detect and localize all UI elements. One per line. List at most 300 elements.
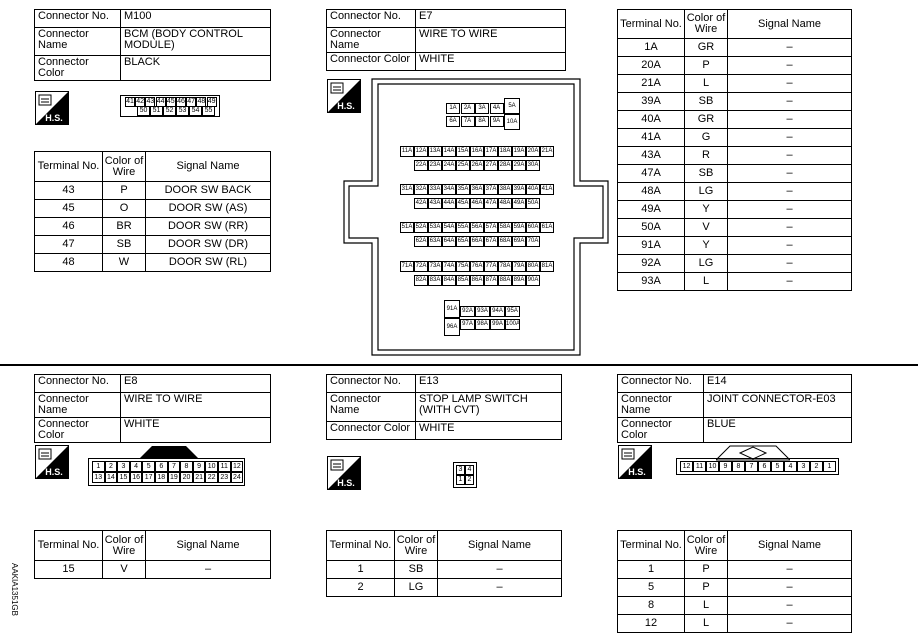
signal-name-header: Signal Name xyxy=(146,152,271,182)
terminal-cell: 1 xyxy=(618,561,685,579)
table-row xyxy=(618,147,852,165)
terminal-pin: 60A xyxy=(526,222,540,233)
signal-name-cell: DOOR SW (RR) xyxy=(146,218,271,236)
terminal-pin: 91A xyxy=(444,300,460,318)
wire-color-cell: LG xyxy=(685,183,728,201)
connector-name-value: JOINT CONNECTOR-E03 xyxy=(704,393,852,418)
terminal-cell: 47A xyxy=(618,165,685,183)
terminal-no-header: Terminal No. xyxy=(618,531,685,561)
connector-no-value: E8 xyxy=(121,375,271,393)
terminal-pin: 28A xyxy=(498,160,512,171)
terminal-pin: 2A xyxy=(461,103,475,114)
connector-name-value: STOP LAMP SWITCH (WITH CVT) xyxy=(416,393,562,422)
terminal-pin: 96A xyxy=(444,318,460,336)
connector-color-label: Connector Color xyxy=(35,56,121,81)
terminal-pin: 3 xyxy=(117,461,130,472)
connector-color-label: Connector Color xyxy=(35,418,121,443)
hs-label: H.S. xyxy=(628,467,646,477)
terminal-pin: 22A xyxy=(414,160,428,171)
terminal-cell: 48A xyxy=(618,183,685,201)
connector-no-label: Connector No. xyxy=(35,375,121,393)
connector-color-label: Connector Color xyxy=(327,53,416,71)
terminal-pin: 67A xyxy=(484,236,498,247)
terminal-pin: 23A xyxy=(428,160,442,171)
table-row xyxy=(618,219,852,237)
terminal-pin: 94A xyxy=(490,306,505,317)
section-divider xyxy=(0,364,918,366)
terminal-pin: 98A xyxy=(475,319,490,330)
terminal-pin: 7 xyxy=(745,461,758,472)
terminal-pin: 39A xyxy=(512,184,526,195)
wire-color-cell: SB xyxy=(103,236,146,254)
terminal-pin: 71A xyxy=(400,261,414,272)
wire-color-cell: P xyxy=(685,57,728,75)
connector-no-value: E14 xyxy=(704,375,852,393)
terminal-pin: 65A xyxy=(456,236,470,247)
terminal-pin: 4 xyxy=(130,461,143,472)
terminal-pin: 72A xyxy=(414,261,428,272)
wire-color-cell: LG xyxy=(685,255,728,273)
terminal-pin: 51A xyxy=(400,222,414,233)
terminal-cell: 8 xyxy=(618,597,685,615)
signal-name-cell: – xyxy=(728,561,852,579)
terminal-pin: 3 xyxy=(797,461,810,472)
terminal-pin: 78A xyxy=(498,261,512,272)
terminal-pin: 68A xyxy=(498,236,512,247)
e13-info-table xyxy=(326,374,562,440)
e8-signal-table xyxy=(34,530,271,579)
terminal-cell: 92A xyxy=(618,255,685,273)
connector-name-label: Connector Name xyxy=(327,393,416,422)
table-row xyxy=(35,182,271,200)
signal-name-cell: – xyxy=(728,147,852,165)
terminal-pin: 64A xyxy=(442,236,456,247)
signal-name-cell: – xyxy=(728,255,852,273)
connector-no-value: E13 xyxy=(416,375,562,393)
terminal-pin: 50A xyxy=(526,198,540,209)
table-row xyxy=(618,165,852,183)
terminal-pin: 8 xyxy=(732,461,745,472)
connector-color-value: WHITE xyxy=(416,53,566,71)
connector-color-label: Connector Color xyxy=(327,422,416,440)
connector-color-value: WHITE xyxy=(121,418,271,443)
wire-color-cell: Y xyxy=(685,201,728,219)
signal-name-cell: – xyxy=(728,129,852,147)
terminal-pin: 27A xyxy=(484,160,498,171)
terminal-pin: 89A xyxy=(512,275,526,286)
wire-color-cell: Y xyxy=(685,237,728,255)
terminal-pin: 13 xyxy=(92,472,105,483)
wire-color-cell: O xyxy=(103,200,146,218)
terminal-pin: 51 xyxy=(150,106,163,116)
terminal-pin: 30A xyxy=(526,160,540,171)
table-row xyxy=(618,129,852,147)
terminal-pin: 83A xyxy=(428,275,442,286)
terminal-pin: 100A xyxy=(505,319,520,330)
terminal-pin: 80A xyxy=(526,261,540,272)
signal-name-cell: – xyxy=(728,201,852,219)
terminal-pin: 69A xyxy=(512,236,526,247)
terminal-pin: 54A xyxy=(442,222,456,233)
terminal-pin: 58A xyxy=(498,222,512,233)
terminal-pin: 38A xyxy=(498,184,512,195)
terminal-pin: 42A xyxy=(414,198,428,209)
terminal-pin: 6 xyxy=(758,461,771,472)
e14-info-table xyxy=(617,374,852,443)
terminal-pin: 32A xyxy=(414,184,428,195)
terminal-pin: 11A xyxy=(400,146,414,157)
signal-name-header: Signal Name xyxy=(728,531,852,561)
connector-no-label: Connector No. xyxy=(35,10,121,28)
table-row xyxy=(618,579,852,597)
terminal-pin: 48 xyxy=(197,98,206,105)
table-row xyxy=(618,273,852,291)
terminal-pin: 5 xyxy=(771,461,784,472)
color-of-wire-header: Color of Wire xyxy=(395,531,438,561)
terminal-pin: 37A xyxy=(484,184,498,195)
signal-name-cell: – xyxy=(728,579,852,597)
terminal-pin: 87A xyxy=(484,275,498,286)
m100-signal-table xyxy=(34,151,271,272)
terminal-pin: 26A xyxy=(470,160,484,171)
terminal-no-header: Terminal No. xyxy=(35,531,103,561)
terminal-pin: 36A xyxy=(470,184,484,195)
table-row xyxy=(35,218,271,236)
terminal-pin: 1A xyxy=(446,103,460,114)
terminal-pin: 18A xyxy=(498,146,512,157)
terminal-pin: 1 xyxy=(456,475,465,485)
signal-name-cell: – xyxy=(728,93,852,111)
table-row xyxy=(35,254,271,272)
terminal-pin: 20 xyxy=(180,472,193,483)
e13-connector-face xyxy=(453,462,477,488)
connector-color-value: BLUE xyxy=(704,418,852,443)
signal-name-cell: DOOR SW BACK xyxy=(146,182,271,200)
terminal-pin: 7A xyxy=(461,116,475,127)
signal-name-cell: – xyxy=(728,183,852,201)
terminal-pin: 13A xyxy=(428,146,442,157)
signal-name-cell: – xyxy=(728,237,852,255)
wire-color-cell: P xyxy=(103,182,146,200)
signal-name-cell: – xyxy=(146,561,271,579)
table-row xyxy=(35,200,271,218)
signal-name-cell: – xyxy=(728,219,852,237)
wire-color-cell: L xyxy=(685,615,728,633)
terminal-pin: 3A xyxy=(475,103,489,114)
wire-color-cell: V xyxy=(103,561,146,579)
terminal-pin: 77A xyxy=(484,261,498,272)
terminal-pin: 93A xyxy=(475,306,490,317)
terminal-pin: 44A xyxy=(442,198,456,209)
terminal-pin: 15 xyxy=(117,472,130,483)
terminal-cell: 1A xyxy=(618,39,685,57)
terminal-pin: 97A xyxy=(460,319,475,330)
terminal-cell: 1 xyxy=(327,561,395,579)
terminal-pin: 17 xyxy=(142,472,155,483)
hs-label: H.S. xyxy=(337,101,355,111)
wire-color-cell: SB xyxy=(685,93,728,111)
terminal-pin: 46 xyxy=(177,98,185,105)
signal-name-cell: – xyxy=(728,273,852,291)
wire-color-cell: W xyxy=(103,254,146,272)
terminal-pin: 1 xyxy=(92,461,105,472)
terminal-cell: 2 xyxy=(327,579,395,597)
harness-side-icon xyxy=(618,445,652,479)
connector-name-label: Connector Name xyxy=(35,28,121,56)
terminal-pin: 15A xyxy=(456,146,470,157)
signal-name-header: Signal Name xyxy=(146,531,271,561)
terminal-cell: 40A xyxy=(618,111,685,129)
terminal-cell: 45 xyxy=(35,200,103,218)
terminal-pin: 81A xyxy=(540,261,554,272)
terminal-pin: 41A xyxy=(540,184,554,195)
terminal-cell: 49A xyxy=(618,201,685,219)
connector-color-value: WHITE xyxy=(416,422,562,440)
terminal-pin: 99A xyxy=(490,319,505,330)
terminal-pin: 6 xyxy=(155,461,168,472)
table-row xyxy=(618,39,852,57)
table-row xyxy=(618,57,852,75)
table-row xyxy=(35,561,271,579)
signal-name-header: Signal Name xyxy=(728,10,852,39)
m100-connector-face xyxy=(120,95,220,117)
terminal-pin: 9A xyxy=(490,116,504,127)
connector-name-value: WIRE TO WIRE xyxy=(416,28,566,53)
terminal-pin: 11 xyxy=(218,461,231,472)
signal-name-cell: – xyxy=(438,561,562,579)
color-of-wire-header: Color of Wire xyxy=(103,152,146,182)
terminal-no-header: Terminal No. xyxy=(327,531,395,561)
connector-name-label: Connector Name xyxy=(618,393,704,418)
terminal-pin: 52A xyxy=(414,222,428,233)
wire-color-cell: L xyxy=(685,75,728,93)
color-of-wire-header: Color of Wire xyxy=(103,531,146,561)
e14-connector-face xyxy=(676,458,839,475)
terminal-cell: 50A xyxy=(618,219,685,237)
terminal-pin: 10A xyxy=(504,114,520,130)
terminal-pin: 47A xyxy=(484,198,498,209)
connector-no-label: Connector No. xyxy=(327,10,416,28)
terminal-pin: 17A xyxy=(484,146,498,157)
terminal-pin: 44 xyxy=(156,98,165,105)
signal-name-cell: – xyxy=(728,597,852,615)
terminal-pin: 2 xyxy=(105,461,118,472)
terminal-pin: 18 xyxy=(155,472,168,483)
terminal-pin: 24 xyxy=(231,472,244,483)
terminal-pin: 25A xyxy=(456,160,470,171)
signal-name-cell: – xyxy=(728,111,852,129)
e8-connector-latch xyxy=(140,445,198,459)
terminal-pin: 7 xyxy=(168,461,181,472)
terminal-pin: 10 xyxy=(205,461,218,472)
signal-name-cell: – xyxy=(728,39,852,57)
connector-no-label: Connector No. xyxy=(327,375,416,393)
terminal-pin: 23 xyxy=(218,472,231,483)
terminal-pin: 9 xyxy=(719,461,732,472)
terminal-cell: 15 xyxy=(35,561,103,579)
terminal-pin: 21A xyxy=(540,146,554,157)
terminal-pin: 14A xyxy=(442,146,456,157)
hs-label: H.S. xyxy=(45,113,63,123)
table-row xyxy=(327,561,562,579)
terminal-no-header: Terminal No. xyxy=(618,10,685,39)
table-row xyxy=(618,237,852,255)
terminal-pin: 2 xyxy=(465,475,474,485)
wire-color-cell: P xyxy=(685,579,728,597)
e8-connector-face xyxy=(88,458,245,486)
connector-color-label: Connector Color xyxy=(618,418,704,443)
terminal-pin: 61A xyxy=(540,222,554,233)
terminal-cell: 20A xyxy=(618,57,685,75)
table-row xyxy=(618,75,852,93)
table-row xyxy=(327,579,562,597)
terminal-pin: 12 xyxy=(680,461,693,472)
terminal-pin: 50 xyxy=(137,106,150,116)
terminal-cell: 39A xyxy=(618,93,685,111)
signal-name-cell: – xyxy=(728,165,852,183)
terminal-pin: 84A xyxy=(442,275,456,286)
terminal-pin: 57A xyxy=(484,222,498,233)
terminal-pin: 55 xyxy=(202,106,215,116)
terminal-pin: 90A xyxy=(526,275,540,286)
connector-name-value: WIRE TO WIRE xyxy=(121,393,271,418)
terminal-pin: 79A xyxy=(512,261,526,272)
signal-name-cell: – xyxy=(728,57,852,75)
wire-color-cell: R xyxy=(685,147,728,165)
terminal-cell: 12 xyxy=(618,615,685,633)
terminal-pin: 19A xyxy=(512,146,526,157)
terminal-pin: 70A xyxy=(526,236,540,247)
signal-name-cell: DOOR SW (AS) xyxy=(146,200,271,218)
terminal-pin: 2 xyxy=(810,461,823,472)
terminal-cell: 43A xyxy=(618,147,685,165)
terminal-pin: 76A xyxy=(470,261,484,272)
terminal-pin: 49 xyxy=(207,98,216,105)
connector-name-value: BCM (BODY CONTROL MODULE) xyxy=(121,28,271,56)
terminal-pin: 31A xyxy=(400,184,414,195)
connector-name-label: Connector Name xyxy=(327,28,416,53)
terminal-pin: 20A xyxy=(526,146,540,157)
wire-color-cell: BR xyxy=(103,218,146,236)
connector-no-value: E7 xyxy=(416,10,566,28)
terminal-pin: 59A xyxy=(512,222,526,233)
signal-name-cell: DOOR SW (RL) xyxy=(146,254,271,272)
connector-no-value: M100 xyxy=(121,10,271,28)
terminal-pin: 8 xyxy=(180,461,193,472)
terminal-cell: 43 xyxy=(35,182,103,200)
terminal-pin: 16A xyxy=(470,146,484,157)
terminal-pin: 82A xyxy=(414,275,428,286)
table-row xyxy=(618,93,852,111)
terminal-pin: 55A xyxy=(456,222,470,233)
terminal-pin: 56A xyxy=(470,222,484,233)
wire-color-cell: SB xyxy=(685,165,728,183)
table-row xyxy=(618,183,852,201)
signal-name-cell: – xyxy=(728,75,852,93)
color-of-wire-header: Color of Wire xyxy=(685,10,728,39)
color-of-wire-header: Color of Wire xyxy=(685,531,728,561)
hs-label: H.S. xyxy=(337,478,355,488)
terminal-pin: 12 xyxy=(231,461,244,472)
terminal-pin: 49A xyxy=(512,198,526,209)
wire-color-cell: L xyxy=(685,273,728,291)
signal-name-cell: – xyxy=(728,615,852,633)
terminal-pin: 6A xyxy=(446,116,460,127)
terminal-pin: 95A xyxy=(505,306,520,317)
terminal-pin: 1 xyxy=(823,461,836,472)
terminal-pin: 3 xyxy=(456,465,465,475)
wire-color-cell: V xyxy=(685,219,728,237)
connector-no-label: Connector No. xyxy=(618,375,704,393)
terminal-pin: 40A xyxy=(526,184,540,195)
terminal-pin: 5 xyxy=(142,461,155,472)
terminal-pin: 62A xyxy=(414,236,428,247)
terminal-pin: 16 xyxy=(130,472,143,483)
table-row xyxy=(618,255,852,273)
terminal-pin: 11 xyxy=(693,461,706,472)
wire-color-cell: LG xyxy=(395,579,438,597)
terminal-pin: 47 xyxy=(187,98,196,105)
terminal-pin: 43 xyxy=(146,98,155,105)
terminal-pin: 9 xyxy=(193,461,206,472)
wire-color-cell: GR xyxy=(685,39,728,57)
terminal-pin: 73A xyxy=(428,261,442,272)
signal-name-header: Signal Name xyxy=(438,531,562,561)
harness-side-icon xyxy=(35,445,69,479)
terminal-pin: 4 xyxy=(784,461,797,472)
signal-name-cell: – xyxy=(438,579,562,597)
terminal-pin: 92A xyxy=(460,306,475,317)
terminal-pin: 75A xyxy=(456,261,470,272)
e7-info-table xyxy=(326,9,566,71)
harness-side-icon xyxy=(327,456,361,490)
terminal-pin: 52 xyxy=(163,106,176,116)
m100-info-table xyxy=(34,9,271,81)
connector-color-value: BLACK xyxy=(121,56,271,81)
e7-signal-table xyxy=(617,9,852,291)
signal-name-cell: DOOR SW (DR) xyxy=(146,236,271,254)
wire-color-cell: GR xyxy=(685,111,728,129)
harness-side-icon xyxy=(35,91,69,125)
connector-name-label: Connector Name xyxy=(35,393,121,418)
table-row xyxy=(35,236,271,254)
e13-signal-table xyxy=(326,530,562,597)
terminal-pin: 35A xyxy=(456,184,470,195)
terminal-pin: 14 xyxy=(105,472,118,483)
terminal-pin: 29A xyxy=(512,160,526,171)
terminal-pin: 45A xyxy=(456,198,470,209)
wire-color-cell: SB xyxy=(395,561,438,579)
terminal-pin: 53 xyxy=(176,106,189,116)
terminal-cell: 93A xyxy=(618,273,685,291)
terminal-pin: 19 xyxy=(168,472,181,483)
table-row xyxy=(618,561,852,579)
terminal-pin: 46A xyxy=(470,198,484,209)
terminal-pin: 48A xyxy=(498,198,512,209)
terminal-pin: 21 xyxy=(193,472,206,483)
terminal-pin: 4 xyxy=(465,465,474,475)
terminal-pin: 5A xyxy=(504,98,520,114)
terminal-pin: 22 xyxy=(205,472,218,483)
terminal-pin: 4A xyxy=(490,103,504,114)
e8-info-table xyxy=(34,374,271,443)
terminal-pin: 12A xyxy=(414,146,428,157)
table-row xyxy=(618,201,852,219)
figure-code: AAKIA1351GB xyxy=(9,563,19,616)
e14-signal-table xyxy=(617,530,852,633)
table-row xyxy=(618,615,852,633)
terminal-pin: 42 xyxy=(136,98,145,105)
